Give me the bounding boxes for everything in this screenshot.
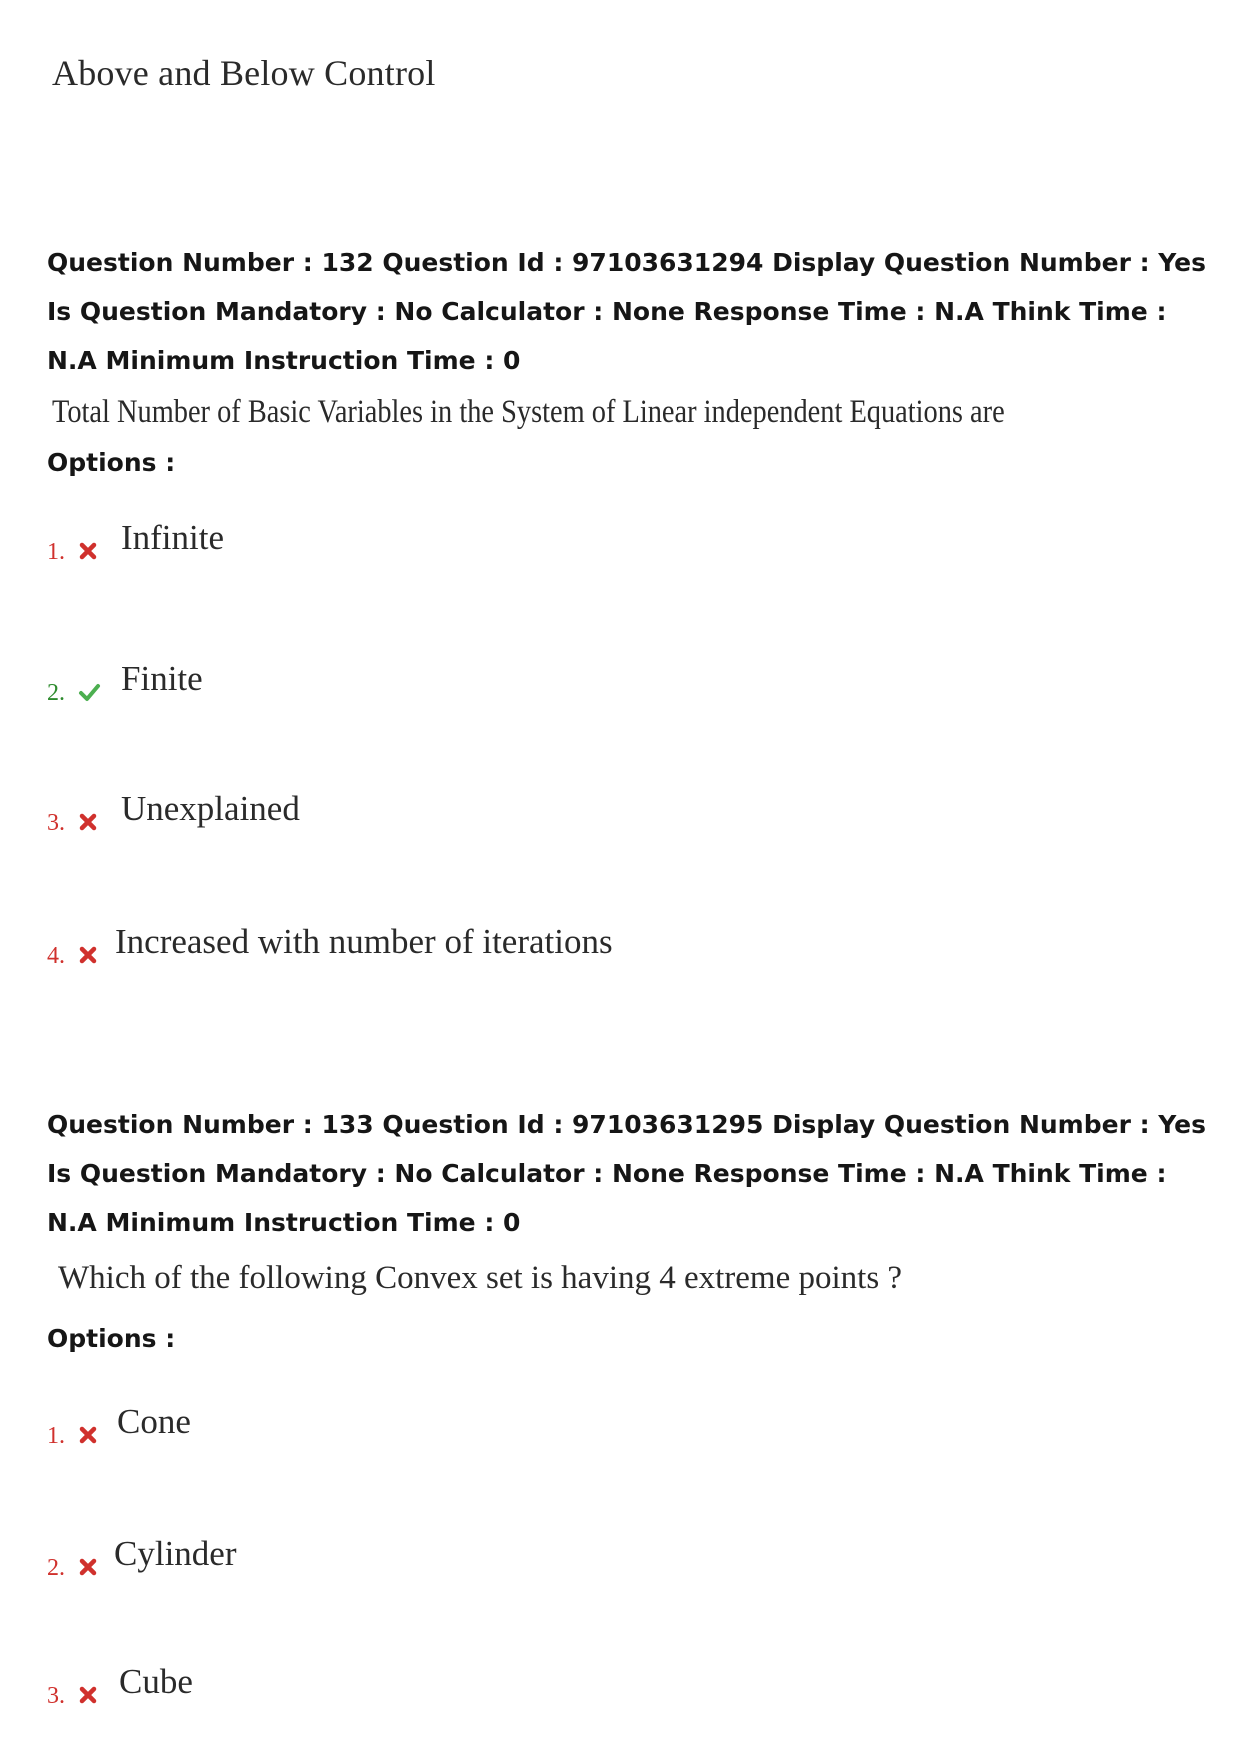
option-text: Cylinder [114, 1534, 237, 1573]
question-text: Which of the following Convex set is having 4 extreme points ? [58, 1260, 903, 1296]
question-number: Question Number : 132 [47, 248, 374, 277]
option-number: 3. [47, 810, 65, 836]
option-text: Finite [121, 659, 203, 698]
previous-option-text: Above and Below Control [52, 53, 436, 93]
options-label: Options : [47, 1324, 176, 1353]
option-2 [47, 1520, 947, 1580]
option-2 [47, 645, 947, 705]
question-meta-132 [47, 238, 1207, 385]
option-text: Increased with number of iterations [115, 922, 613, 961]
cross-icon [77, 540, 99, 562]
option-number: 2. [47, 1555, 65, 1581]
options-label: Options : [47, 448, 176, 477]
question-id: Question Id : 97103631295 [382, 1110, 764, 1139]
response-time: Response Time : N.A [693, 1159, 984, 1188]
option-3 [47, 775, 947, 835]
option-3 [47, 1648, 947, 1708]
option-number: 2. [47, 680, 65, 706]
cross-icon [77, 1424, 99, 1446]
cross-icon [77, 944, 99, 966]
option-4 [47, 908, 947, 968]
response-time: Response Time : N.A [693, 297, 984, 326]
question-meta-133 [47, 1100, 1207, 1247]
display-question-number: Display Question Number : Yes [772, 1110, 1206, 1139]
calculator: Calculator : None [441, 1159, 685, 1188]
option-1 [47, 504, 947, 564]
option-number: 3. [47, 1683, 65, 1709]
calculator: Calculator : None [441, 297, 685, 326]
check-icon [77, 681, 101, 703]
option-text: Cube [119, 1662, 193, 1701]
cross-icon [77, 1556, 99, 1578]
is-question-mandatory: Is Question Mandatory : No [47, 297, 433, 326]
question-number: Question Number : 133 [47, 1110, 374, 1139]
think-time: Think Time : N.A [47, 1159, 1167, 1237]
option-number: 1. [47, 539, 65, 565]
option-1 [47, 1388, 947, 1448]
cross-icon [77, 1684, 99, 1706]
option-text: Unexplained [121, 789, 300, 828]
display-question-number: Display Question Number : Yes [772, 248, 1206, 277]
question-id: Question Id : 97103631294 [382, 248, 764, 277]
minimum-instruction-time: Minimum Instruction Time : 0 [105, 1208, 521, 1237]
minimum-instruction-time: Minimum Instruction Time : 0 [105, 346, 521, 375]
cross-icon [77, 811, 99, 833]
question-text: Total Number of Basic Variables in the System of Linear independent Equations are [52, 394, 1005, 430]
is-question-mandatory: Is Question Mandatory : No [47, 1159, 433, 1188]
option-number: 4. [47, 943, 65, 969]
think-time: Think Time : N.A [47, 297, 1167, 375]
option-number: 1. [47, 1423, 65, 1449]
option-text: Infinite [121, 518, 225, 557]
option-text: Cone [117, 1402, 191, 1441]
